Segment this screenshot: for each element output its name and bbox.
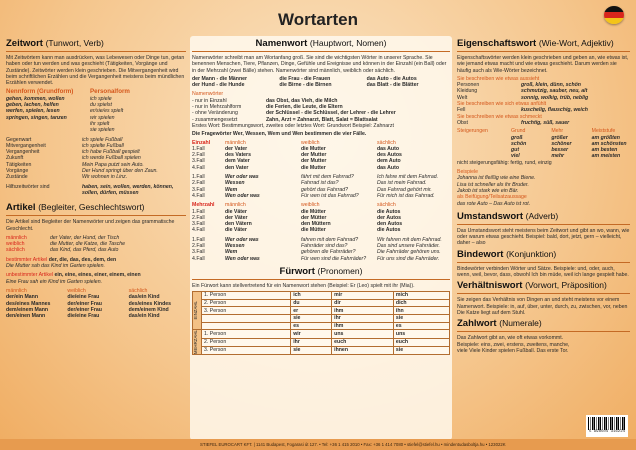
- rules-label: Namenwörter: [192, 91, 224, 98]
- rule-label: - ohne Veränderung: [192, 110, 238, 117]
- case-cell: den Autos: [377, 221, 403, 228]
- case-cell: der Väter: [225, 214, 248, 221]
- barcode-number: 5 998504 316224: [588, 430, 625, 434]
- case-cell: der Autos: [377, 214, 402, 221]
- tense-example: Der Hund springt über den Zaun.: [82, 168, 158, 175]
- tense-example: ich werde Fußball spielen: [82, 155, 141, 162]
- aussehen-label: Sie beschreiben wie etwas aussieht: [457, 75, 540, 82]
- zeitwort-intro: Mit Zeitwörtern kann man ausdrücken, was Lebewesen oder Dinge tun, getan haben oder tun werden und was geschieht (Tätigkeiten, Vorgänge und Zustände). Zeitwörter werden klein geschrieben. Die Mitvergangenheit wird beim schriftlichen Erzählen und die Vergangenheit meistens beim mündlichen Erzählen verwendet.: [6, 55, 185, 87]
- pronoun-cell: 2. Person: [202, 338, 291, 346]
- case-cell: des Vaters: [225, 152, 251, 159]
- mehrzahl-side-label: [193, 330, 202, 355]
- adj-category: Fell: [457, 107, 466, 114]
- beispiele-list: [457, 175, 630, 194]
- case-example-cell: Das ist mein Fahrrad.: [377, 180, 427, 187]
- artikel-cell: der/einer Frau: [67, 300, 102, 307]
- artikel-col-header: sächlich: [128, 287, 148, 294]
- umstandswort-heading: Umstandswort (Adverb): [457, 210, 559, 222]
- artikel-cell: die/eine Frau: [67, 313, 100, 320]
- case-cell: die Väter: [225, 227, 247, 234]
- case-example-cell: Für wen sind die Fahrräder?: [301, 255, 367, 262]
- mehrzahl-examples: [192, 237, 450, 262]
- gender-list: [6, 235, 186, 254]
- case-example-cell: 4.Fall: [192, 192, 205, 199]
- gender-row: [6, 247, 186, 253]
- einzahl-side-label: [193, 292, 202, 330]
- pronoun-cell: sie: [291, 314, 332, 322]
- case-example-cell: Wem: [225, 186, 238, 193]
- pronoun-row: [193, 299, 450, 307]
- pronoun-cell: [202, 314, 291, 322]
- case-cell: den Vater: [225, 164, 249, 171]
- case-cell: des Autos: [377, 152, 402, 159]
- pronoun-row: [193, 292, 450, 300]
- divider: [6, 51, 186, 52]
- best-artikel: bestimmter Artikel der, die, das, des, dem, den: [6, 256, 117, 263]
- nennform-item: geben, lachen, helfen: [6, 102, 59, 109]
- hilf-text: haben, sein, wollen, werden, können, sollen, dürfen, müssen: [82, 183, 174, 196]
- case-example-cell: 2.Fall: [192, 243, 205, 250]
- case-cell: dem Auto: [377, 158, 401, 165]
- verhaeltniswort-heading: Verhältniswort (Vorwort, Präposition): [457, 280, 607, 292]
- pronoun-cell: euch: [332, 338, 394, 346]
- case-cell: die Autos: [377, 227, 401, 234]
- pronoun-cell: ihm: [332, 322, 394, 330]
- beispiel-item: Lisa ist schneller als ihr Bruder.: [457, 181, 529, 188]
- nennform-item: gehen, kommen, wollen: [6, 95, 65, 102]
- adj-examples: schmutzig, sauber, neu, alt: [521, 88, 588, 95]
- artikel-cell: der/einer Frau: [67, 306, 102, 313]
- personalform-item: sie spielen: [90, 127, 115, 134]
- middle-column: [192, 38, 450, 355]
- steigerung-table: [457, 128, 630, 159]
- pronoun-row: [193, 307, 450, 315]
- case-example-cell: fährt mit dem Fahrrad?: [301, 174, 354, 181]
- mehrzahl-table: [192, 209, 450, 234]
- case-cell: der Mutter: [301, 152, 327, 159]
- zahlwort-heading: Zahlwort (Numerale): [457, 318, 542, 330]
- noun-pair: das Blatt - die Blätter: [366, 82, 419, 89]
- pronoun-cell: er: [291, 307, 332, 315]
- pronoun-cell: ihm: [332, 307, 394, 315]
- case-cell: 3.Fall: [192, 221, 205, 228]
- case-cell: die Väter: [225, 208, 247, 215]
- case-cell: 3.Fall: [192, 158, 205, 165]
- tense-label: Gegenwart: [6, 136, 32, 143]
- adj-examples: kuschelig, flauschig, weich: [521, 107, 588, 114]
- beispiel-item: Jakob ist stark wie ein Bär.: [457, 187, 519, 194]
- anfuehl-list: [457, 107, 630, 113]
- unbest-example: Eine Frau sah ein Kind im Garten spielen.: [6, 278, 103, 285]
- rule-label: - nur in Mehrzahlform: [192, 104, 242, 111]
- case-example-cell: 4.Fall: [192, 255, 205, 262]
- divider: [6, 215, 186, 216]
- noun-pair: der Mann - die Männer: [192, 75, 248, 82]
- pronoun-cell: uns: [393, 330, 449, 338]
- zahlwort-text: Das Zahlwort gibt an, wie oft etwas vorkommt. Beispiele: eins, zwei, erstens, zweitens, manche, viele Viele Kinder spielen Fußball. Das erste Tor.: [457, 335, 570, 354]
- case-cell: 2.Fall: [192, 152, 205, 159]
- pronoun-cell: ihn: [393, 307, 449, 315]
- barcode: [586, 415, 628, 437]
- case-example-cell: Wem: [225, 249, 238, 256]
- beispiele-label: Beispiele: [457, 169, 479, 176]
- artikel-cell: des/eines Mannes: [6, 300, 51, 307]
- personalform-list: [90, 96, 186, 134]
- noun-rules: [192, 98, 450, 123]
- artikel-intro: Die Artikel sind Begleiter der Namenwörter und zeigen das grammatische Geschlecht.: [6, 219, 175, 232]
- beifuegung-label: als Beifügung/Teilsatzaussage: [457, 194, 527, 201]
- hilf-label: Hilfszeitwörter sind: [6, 183, 50, 190]
- case-example-cell: Für wen ist das Fahrrad?: [301, 192, 359, 199]
- artikel-table: [6, 288, 186, 319]
- case-example-cell: Wer oder was: [225, 236, 259, 243]
- rule-example: Zahn, Arzt = Zahnarzt, Blatt, Salat = Blattsalat: [266, 116, 378, 123]
- tense-row: [6, 174, 186, 180]
- side-text: EINZAHL: [193, 301, 198, 320]
- tense-label: Zukunft: [6, 155, 24, 162]
- pronoun-cell: 2. Person: [202, 299, 291, 307]
- case-example-cell: Wen oder was: [225, 255, 260, 262]
- case-cell: 2.Fall: [192, 214, 205, 221]
- pronoun-cell: mich: [393, 292, 449, 300]
- rule-label: - zusammengesetzt: [192, 116, 238, 123]
- noun-pair: die Birne - die Birnen: [279, 82, 332, 89]
- case-cell: 4.Fall: [192, 164, 205, 171]
- pronoun-cell: ihr: [332, 314, 394, 322]
- case-example-cell: Wessen: [225, 180, 245, 187]
- noun-pair: das Auto - die Autos: [366, 75, 417, 82]
- schmeck-list: [457, 120, 630, 126]
- steigerung-spacer: [457, 153, 509, 159]
- case-cell: der Vater: [225, 145, 248, 152]
- fuerwort-heading: Fürwort (Pronomen): [279, 265, 363, 277]
- verb-forms: [6, 89, 186, 133]
- zeitwort-heading: Zeitwort (Tunwort, Verb): [6, 38, 104, 49]
- artikel-cell: der/ein Mann: [6, 294, 38, 301]
- divider: [457, 331, 630, 332]
- case-example-cell: Wir fahren mit dem Fahrrad.: [377, 236, 442, 243]
- pronoun-cell: 3. Person: [202, 346, 291, 354]
- case-example-cell: Fahrrad ist das?: [301, 180, 339, 187]
- bindewort-heading: Bindewort (Konjunktion): [457, 248, 557, 260]
- fuerwort-intro: Ein Fürwort kann stellvertretend für ein Namenwort stehen (Beispiel: Er (Leo) spielt mit ihr (Mia)).: [192, 282, 415, 289]
- best-example: Die Mutter sah das Kind im Garten spielen.: [6, 263, 105, 270]
- case-cell: 4.Fall: [192, 227, 205, 234]
- pronoun-cell: uns: [332, 330, 394, 338]
- hilfszeitwort: [6, 184, 186, 197]
- pronoun-cell: ich: [291, 292, 332, 300]
- case-cell: das Auto: [377, 145, 399, 152]
- steigerung-cell: am größten: [591, 134, 620, 141]
- steigerung-cell: besser: [551, 147, 569, 154]
- case-example-cell: gehören die Fahrräder?: [301, 249, 356, 256]
- pronoun-cell: 3. Person: [202, 307, 291, 315]
- pronoun-cell: sie: [291, 346, 332, 354]
- pronoun-row: [193, 330, 450, 338]
- rule-example: der Schlüssel - die Schlüssel, der Lehrer - die Lehrer: [266, 110, 396, 117]
- verhaeltniswort-text: Sie zeigen das Verhältnis von Dingen an und steht meistens vor einem Namenwort. Beispiele: in, auf, über, unter, durch, zu, zwischen, vor, neben Die Katze liegt auf dem Stuhl.: [457, 297, 628, 316]
- anfuehl-label: Sie beschreiben wie sich etwas anfühlt: [457, 101, 547, 108]
- case-example-cell: Wen oder was: [225, 192, 260, 199]
- case-example-cell: Für mich ist das Fahrrad.: [377, 192, 435, 199]
- artikel-cell: die/eine Frau: [67, 294, 100, 301]
- unbest-artikel: unbestimmter Artikel ein, eine, eines, einer, einem, einen: [6, 272, 141, 279]
- tense-label: Vorgänge: [6, 168, 29, 175]
- personalform-item: wir spielen: [90, 114, 115, 121]
- case-cell: die Mütter: [301, 227, 326, 234]
- gender-label: männlich: [6, 234, 27, 241]
- case-example-cell: 3.Fall: [192, 186, 205, 193]
- case-example-cell: Ich fahre mit dem Fahrrad.: [377, 174, 439, 181]
- personalform-item: ich spiele: [90, 95, 112, 102]
- fragen-text: Die Fragewörter Wer, Wessen, Wem und Wen bestimmen die vier Fälle.: [192, 131, 367, 138]
- gender-example: die Mutter, die Katze, die Tasche: [50, 241, 126, 248]
- artikel-cell: dem/einem Kind: [128, 306, 169, 313]
- pronoun-cell: ihr: [291, 338, 332, 346]
- barcode-bars: [588, 417, 626, 430]
- artikel-heading: Artikel (Begleiter, Geschlechtswort): [6, 202, 145, 214]
- divider: [457, 262, 630, 263]
- pronoun-row: [193, 346, 450, 354]
- case-example-cell: 1.Fall: [192, 236, 205, 243]
- pronoun-cell: [202, 322, 291, 330]
- pronoun-cell: wir: [291, 330, 332, 338]
- gender-example: das Kind, das Pferd, das Auto: [50, 247, 119, 254]
- adj-category: Kleidung: [457, 88, 478, 95]
- pronoun-cell: 1. Person: [202, 330, 291, 338]
- pronoun-cell: es: [291, 322, 332, 330]
- gender-label: weiblich: [6, 241, 25, 248]
- faelle-intro: Erstes Wort: Bestimmungswort, zweites oder letztes Wort: Grundwort Beispiel: Zahnarzt: [192, 122, 394, 129]
- divider: [457, 293, 630, 294]
- adj-examples: fruchtig, süß, sauer: [521, 119, 570, 126]
- einzahl-header: Einzahl männlich weiblich sächlich: [192, 139, 396, 146]
- nennform-item: werfen, spielen, lesen: [6, 108, 60, 115]
- personalform-label: Personalform: [90, 88, 130, 96]
- pronoun-cell: es: [393, 322, 449, 330]
- case-example-cell: Das sind unsere Fahrräder.: [377, 243, 440, 250]
- steigerung-cell: viel: [511, 153, 520, 160]
- steigerung-cell: groß: [511, 134, 523, 141]
- case-example-cell: fahren mit dem Fahrrad?: [301, 236, 359, 243]
- nennform-list: [6, 96, 86, 121]
- tense-list: [6, 137, 186, 181]
- case-example-cell: Wer oder was: [225, 174, 259, 181]
- nicht-steigerbar: nicht steigerungsfähig: fertig, rund, einzig: [457, 159, 552, 166]
- artikel-col-header: weiblich: [67, 287, 86, 294]
- personalform-item: du spielst: [90, 102, 112, 109]
- artikel-col-header: männlich: [6, 287, 27, 294]
- case-cell: den Vätern: [225, 221, 252, 228]
- steigerung-cell: schön: [511, 140, 527, 147]
- rule-example: die Ferien, die Leute, die Eltern: [266, 104, 343, 111]
- pronoun-row: [193, 322, 450, 330]
- personalform-item: er/sie/es spielt: [90, 108, 124, 115]
- rule-label: - nur in Einzahl: [192, 97, 227, 104]
- namenwort-intro: Namenwörter schreibt man am Wortanfang groß. Sie sind die wichtigsten Wörter in unserer Sprache. Sie benennen Menschen, Tiere, Pflanzen, Dinge, Gefühle und Ereignisse und können in der Einzahl (ein Ball) oder in der Mehrzahl (zwei Bälle) stehen. Namenwörter sind männlich, weiblich oder sächlich.: [192, 55, 447, 74]
- noun-pairs: [192, 76, 450, 89]
- case-example-cell: gehört das Fahrrad?: [301, 186, 349, 193]
- case-cell: den Müttern: [301, 221, 331, 228]
- steigerung-col-header: Meiststufe: [591, 128, 616, 135]
- tense-example: ich spiele Fußball: [82, 136, 123, 143]
- nennform-item: springen, singen, tanzen: [6, 114, 67, 121]
- adj-category: Welt: [457, 94, 468, 101]
- case-example-cell: 1.Fall: [192, 174, 205, 181]
- steigerung-cell: am schönsten: [591, 140, 627, 147]
- steigerung-cell: am meisten: [591, 153, 621, 160]
- steigerung-cell: größer: [551, 134, 568, 141]
- case-example-cell: 2.Fall: [192, 180, 205, 187]
- pronoun-row: [193, 314, 450, 322]
- pronoun-cell: euch: [393, 338, 449, 346]
- case-cell: die Mutter: [301, 164, 326, 171]
- case-cell: die Mütter: [301, 208, 326, 215]
- case-example-cell: Fahrräder sind das?: [301, 243, 348, 250]
- side-text: MEHRZAHL: [193, 330, 198, 355]
- tense-label: Zustände: [6, 174, 28, 181]
- eigenschaftswort-intro: Eigenschaftswörter werden klein geschrieben und geben an, wie etwas ist, wie jemand etwas macht und wie etwas geschieht. Darum werden sie häufig auch als Wie-Wörter bezeichnet.: [457, 55, 629, 74]
- pronoun-cell: sie: [393, 346, 449, 354]
- pronoun-cell: 1. Person: [202, 292, 291, 300]
- pronoun-cell: dich: [393, 299, 449, 307]
- artikel-cell: das/ein Kind: [128, 294, 160, 301]
- steigerung-cell: am besten: [591, 147, 618, 154]
- divider: [192, 51, 450, 52]
- artikel-cell: des/eines Kindes: [128, 300, 172, 307]
- case-cell: das Auto: [377, 164, 399, 171]
- case-example-cell: Die Fahrräder gehören uns.: [377, 249, 441, 256]
- personalform-item: ihr spielt: [90, 120, 110, 127]
- steigerung-cell: schöner: [551, 140, 572, 147]
- case-example-cell: 3.Fall: [192, 249, 205, 256]
- schmeck-label: Sie beschreiben wie etwas schmeckt: [457, 113, 542, 120]
- nennform-label: Nennform (Grundform): [6, 88, 74, 96]
- pronoun-cell: sie: [393, 314, 449, 322]
- pronoun-row: [193, 338, 450, 346]
- footer: STIEFEL EUROCART KFT. | 1141 Budapest, Fogarasi út 127. • Tel: +36 1 415 2010 • Fax: +36 1 414 7080 • stiefel@stiefel.hu • mindentudasboltja.hu • 123022K: [0, 439, 636, 450]
- gender-label: sächlich: [6, 247, 25, 254]
- case-example-cell: Das Fahrrad gehört mir.: [377, 186, 432, 193]
- case-cell: dem Vater: [225, 158, 250, 165]
- case-example-cell: Für uns sind die Fahrräder.: [377, 255, 440, 262]
- einzahl-table: [192, 146, 450, 171]
- noun-pair: die Frau - die Frauen: [279, 75, 331, 82]
- namenwort-heading: Namenwort (Hauptwort, Nomen): [255, 38, 387, 49]
- divider: [192, 279, 450, 280]
- case-cell: 1.Fall: [192, 145, 205, 152]
- steigerung-label: Steigerungen: [457, 128, 488, 135]
- case-cell: die Autos: [377, 208, 401, 215]
- steigerung-col-header: Grund: [511, 128, 526, 135]
- case-cell: der Mütter: [301, 214, 327, 221]
- divider: [457, 51, 630, 52]
- pronoun-cell: ihnen: [332, 346, 394, 354]
- steigerung-cell: gut: [511, 147, 520, 154]
- eigenschaftswort-heading: Eigenschaftswort (Wie-Wort, Adjektiv): [457, 38, 614, 49]
- tense-label: Mitvergangenheit: [6, 142, 46, 149]
- pronoun-cell: dir: [332, 299, 394, 307]
- artikel-cell: den/einen Mann: [6, 313, 46, 320]
- case-cell: die Mutter: [301, 145, 326, 152]
- adj-category: Personen: [457, 82, 480, 89]
- bindewort-text: Bindewörter verbinden Wörter und Sätze. Beispiele: und, oder, auch, wenn, weil, bevor, dass, obwohl Ich bin müde, weil ich lange gespielt habe.: [457, 265, 629, 279]
- tense-example: Mein Papa putzt sein Auto.: [82, 161, 144, 168]
- adj-category: Obst: [457, 119, 468, 126]
- steigerung-cell: mehr: [551, 153, 565, 160]
- adj-examples: sonnig, wolkig, trüb, neblig: [521, 94, 589, 101]
- case-cell: der Mutter: [301, 158, 327, 165]
- tense-example: ich habe Fußball gespielt: [82, 149, 140, 156]
- adj-examples: groß, klein, dünn, schön: [521, 82, 581, 89]
- german-flag-icon: [604, 6, 624, 24]
- umstandswort-text: Das Umstandswort steht meistens beim Zeitwort und gibt an wo, wann, wie oder warum etwas geschieht. Beispiel: bald, dort, jetzt, gern – vielleicht, daher – also: [457, 227, 630, 247]
- pronoun-cell: du: [291, 299, 332, 307]
- artikel-cell: das/ein Kind: [128, 313, 160, 320]
- rule-example: das Obst, das Vieh, die Milch: [266, 97, 338, 104]
- tense-label: Tätigkeiten: [6, 161, 32, 168]
- beifuegung-text: das rote Auto – Das Auto ist rot.: [457, 200, 531, 207]
- divider: [457, 224, 630, 225]
- pronoun-table: [192, 291, 450, 355]
- tense-example: Wir wohnen in Linz.: [82, 174, 128, 181]
- left-column: [6, 38, 186, 319]
- beispiel-item: Johanna ist fleißig wie eine Biene.: [457, 175, 536, 182]
- case-example-cell: Wessen: [225, 243, 245, 250]
- tense-label: Vergangenheit: [6, 149, 40, 156]
- einzahl-examples: [192, 174, 450, 199]
- noun-pair: der Hund - die Hunde: [192, 82, 245, 89]
- aussehen-list: [457, 82, 630, 101]
- steigerung-col-header: Mehr: [551, 128, 564, 135]
- case-cell: 1.Fall: [192, 208, 205, 215]
- page-title: Wortarten: [278, 10, 358, 29]
- artikel-cell: dem/einem Mann: [6, 306, 49, 313]
- mehrzahl-header: Mehrzahl männlich weiblich sächlich: [192, 202, 396, 209]
- gender-example: der Vater, der Hund, der Tisch: [50, 234, 120, 241]
- tense-example: ich spielte Fußball: [82, 142, 124, 149]
- right-column: [457, 38, 630, 356]
- pronoun-cell: mir: [332, 292, 394, 300]
